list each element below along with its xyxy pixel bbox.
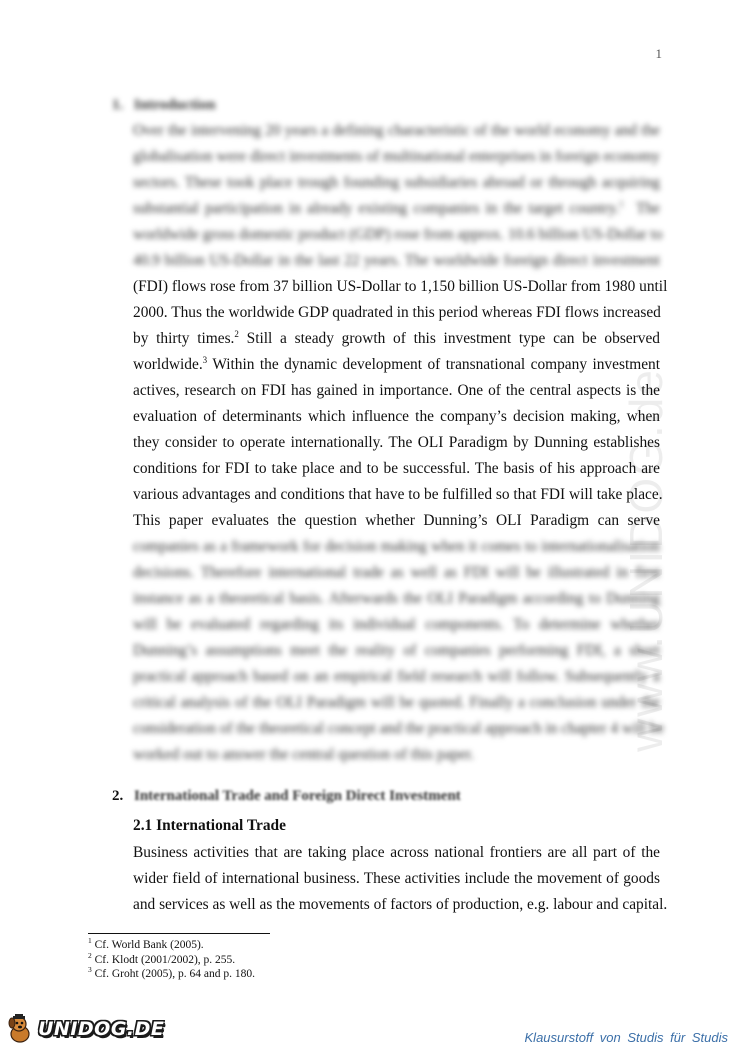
section-heading bbox=[112, 96, 660, 114]
text-line: Dunning’s assumptions meet the reality of companies performing FDI, a short bbox=[133, 642, 660, 659]
text-span: substantial participation in already existing companies in the target country. bbox=[133, 200, 620, 217]
section-heading bbox=[112, 787, 660, 805]
watermark: www.UNIDOG.de bbox=[620, 368, 672, 752]
text-line: Over the intervening 20 years a defining characteristic of the world economy and the bbox=[133, 122, 660, 139]
text-line: actives, research on FDI has gained in importance. One of the central aspects is the bbox=[133, 382, 660, 399]
footnote-divider bbox=[88, 933, 270, 934]
footnote-ref: 3 bbox=[202, 354, 208, 365]
intro-paragraph bbox=[133, 118, 668, 768]
footnote-text: Cf. Klodt (2001/2002), p. 255. bbox=[94, 953, 236, 966]
text-line: they consider to operate internationally. The OLI Paradigm by Dunning establishes bbox=[133, 434, 660, 451]
text-line: instance as a theoretical basis. Afterwards the OLI Paradigm according to Dunning bbox=[133, 590, 660, 607]
section-number: 1. bbox=[112, 97, 124, 113]
unidog-logo[interactable] bbox=[6, 1014, 164, 1044]
section-title: Introduction bbox=[134, 97, 216, 113]
section-introduction bbox=[112, 96, 668, 768]
footnote-number: 3 bbox=[88, 965, 92, 975]
footer-tagline: Klausurstoff von Studis für Studis bbox=[524, 1030, 728, 1045]
text-line: conditions for FDI to take place and to be successful. The basis of his approach are bbox=[133, 460, 660, 477]
text-line: and services as well as the movements of factors of production, e.g. labour and capital. bbox=[133, 896, 668, 913]
text-line: 40.9 billion US-Dollar in the last 22 years. The worldwide foreign direct investment bbox=[133, 252, 660, 269]
section-international-trade bbox=[112, 787, 668, 918]
text-line: sectors. These took place trough founding subsidiaries abroad or through acquiring bbox=[133, 174, 660, 191]
footnote-number: 2 bbox=[88, 950, 92, 960]
text-line: This paper evaluates the question whether Dunning’s OLI Paradigm can serve bbox=[133, 512, 660, 529]
text-line: consideration of the theoretical concept and the practical approach in chapter 4 will be bbox=[133, 720, 665, 737]
footnotes bbox=[88, 938, 255, 982]
text-span: worldwide. bbox=[133, 356, 203, 373]
text-span: Within the dynamic development of transnational company investment bbox=[212, 356, 660, 373]
text-line bbox=[133, 326, 660, 352]
text-line bbox=[133, 352, 660, 378]
text-line bbox=[133, 196, 660, 222]
footnote-number: 1 bbox=[88, 936, 92, 946]
logo-text: UNIDOG.DE bbox=[38, 1018, 165, 1040]
footnote-ref: 1 bbox=[619, 198, 624, 209]
text-line: worldwide gross domestic product (GDP) rose from approx. 10.6 billion US-Dollar to bbox=[133, 226, 663, 243]
section-number: 2. bbox=[112, 788, 124, 804]
text-line: evaluation of determinants which influence the company’s decision making, when bbox=[133, 408, 660, 425]
text-line: practical approach based on an empirical field research will follow. Subsequently a bbox=[133, 668, 660, 685]
footnote-item bbox=[88, 950, 255, 968]
footnote-item bbox=[88, 938, 255, 953]
text-line: worked out to answer the central question of this paper. bbox=[133, 746, 475, 763]
page-number: 1 bbox=[655, 46, 662, 61]
text-line: (FDI) flows rose from 37 billion US-Dollar to 1,150 billion US-Dollar from 1980 until bbox=[133, 278, 668, 295]
text-line: globalisation were direct investments of multinational enterprises in foreign economy bbox=[133, 148, 660, 165]
footnote-text: Cf. Groht (2005), p. 64 and p. 180. bbox=[94, 968, 255, 980]
text-line: decisions. Therefore international trade as well as FDI will be illustrated in first bbox=[133, 564, 660, 581]
text-line: wider field of international business. These activities include the movement of goods bbox=[133, 870, 660, 887]
dog-icon bbox=[6, 1014, 34, 1044]
text-line: will be evaluated regarding its individual components. To determine whether bbox=[133, 616, 660, 633]
text-span: The bbox=[636, 200, 660, 217]
section-title: International Trade and Foreign Direct Investment bbox=[134, 788, 461, 804]
text-span: Still a steady growth of this investment type can be observed bbox=[246, 330, 660, 347]
text-line: various advantages and conditions that have to be fulfilled so that FDI will take place. bbox=[133, 486, 663, 503]
text-line: critical analysis of the OLI Paradigm will be quoted. Finally a conclusion under the bbox=[133, 694, 660, 711]
text-line: Business activities that are taking place across national frontiers are all part of the bbox=[133, 844, 660, 861]
text-span: by thirty times. bbox=[133, 330, 235, 347]
text-line: companies as a framework for decision making when it comes to internationalisation bbox=[133, 538, 660, 555]
subsection-title: 2.1 International Trade bbox=[133, 817, 286, 834]
footnote-text: Cf. World Bank (2005). bbox=[94, 939, 204, 951]
footnote-ref: 2 bbox=[234, 328, 239, 339]
trade-paragraph bbox=[133, 840, 668, 918]
text-line: 2000. Thus the worldwide GDP quadrated in this period whereas FDI flows increased bbox=[133, 304, 661, 321]
footnote-item bbox=[88, 967, 255, 982]
